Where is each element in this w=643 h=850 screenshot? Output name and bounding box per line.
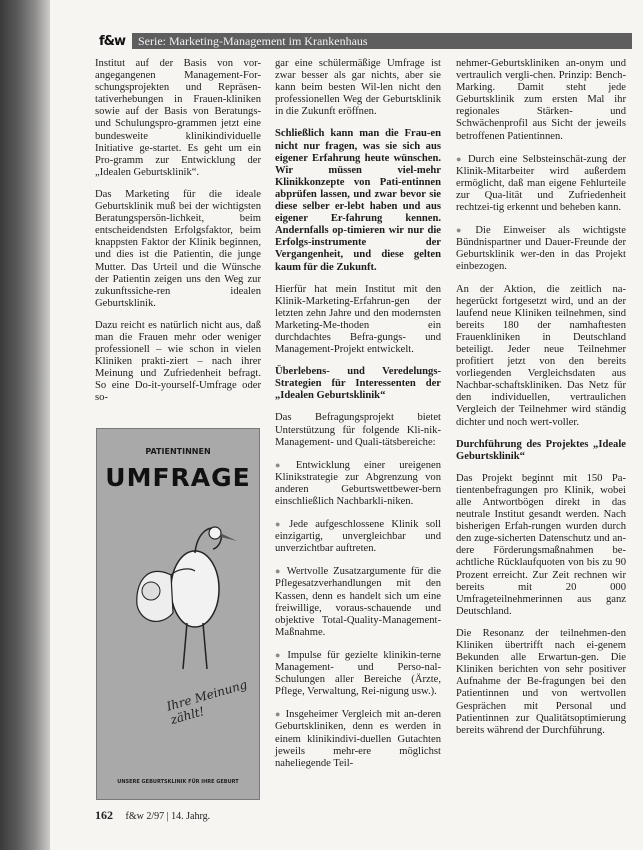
page-number: 162: [95, 808, 113, 822]
series-title: Serie: Marketing-Management im Krankenhaus: [138, 33, 368, 48]
bullet-item: ● Entwicklung einer ureigenen Klinikstrategie zur Abgrenzung von anderen Geburtswettbewer-bern einschließlich Nachbarkli-niken.: [275, 459, 441, 508]
page-footer: [95, 808, 210, 823]
text-column-1: [95, 58, 261, 415]
bullet-item: ● Insgeheimer Vergleich mit an-deren Geburtskliniken, denn es werden in einem klinikindivi-duellen Gutachten jeweils mehr-ere möglichst naheliegende Teil-: [275, 708, 441, 769]
scan-binding-edge: [0, 0, 50, 850]
section-heading: Durchführung des Projektes „Ideale Geburtsklinik“: [456, 438, 626, 462]
issue-info: f&w 2/97 | 14. Jahrg.: [125, 811, 211, 822]
paragraph: Hierfür hat mein Institut mit den Klinik-Marketing-Erfahrun-gen der letzten zehn Jahre und den modernsten Marketing-Me-thoden ein durchdachtes Befra-gungs- und Management-Projekt entwickelt.: [275, 283, 441, 356]
bullet-item: ● Die Einweiser als wichtigste Bündnispartner und Dauer-Freunde der Geburtsklinik wer-den in das Projekt einbezogen.: [456, 224, 626, 273]
text-column-2: [275, 58, 441, 780]
bold-paragraph: Schließlich kann man die Frau-en nicht nur fragen, was sie sich aus eigener Erfahrung heute wünschen. Wir müssen viel-mehr Klinikkonzepte von Pati-entinnen abprüfen lassen, und zwar bevor sie diese selber er-lebt haben und aus eigener Er-fahrung kennen. Andernfalls op-timieren wir nur die Erfolgs-instrumente der Vergangenheit, und diese gelten kaum für die Zukunft.: [275, 128, 441, 273]
paragraph: Dazu reicht es natürlich nicht aus, daß man die Frauen mehr oder weniger professionell – wie schon in vielen Kliniken prakti-ziert – nach ihrer Meinung und Zufriedenheit befragt. So eine Do-it-yourself-Umfrage oder so-: [95, 319, 261, 404]
paragraph: Die Resonanz der teilnehmen-den Kliniken übertrifft nach ei-genem Bekunden alle Erwartun-gen. Die Kliniken berichten von sehr positiver Aufnahme der Be-fragungen bei den Patientinnen und von wertvollen Gesprächen mit Personal und Patientinnen zur Qualitätsoptimierung bereits während der Durchführung.: [456, 627, 626, 736]
stork-illustration: [117, 519, 239, 689]
poster-subtitle: PATIENTINNEN: [145, 447, 211, 456]
survey-poster-image: [96, 428, 260, 800]
page-header: [92, 33, 632, 49]
paragraph: Das Projekt beginnt mit 150 Pa-tientenbefragungen pro Klinik, wobei alle Antwortbögen direkt in das neutrale Institut gesandt werden. Nach bisherigen Erfah-rungen wurden durch den zuge-sicherten Datenschutz und an-dere Förderungsmaßnahmen be-achtliche Rücklaufquoten von bis zu 90 Prozent erreicht. Zur Zeit rechnen wir bereits mit 20 000 Umfrageteilnehmerinnen aus ganz Deutschland.: [456, 472, 626, 617]
poster-title: UMFRAGE: [105, 463, 251, 492]
magazine-logo: f&w: [92, 33, 132, 49]
paragraph: Das Befragungsprojekt bietet Unterstützung für folgende Kli-nik-Management- und Quali-tätsbereiche:: [275, 412, 441, 448]
paragraph: Institut auf der Basis von vor-angegangenen Management-For-schungsprojekten und Repräsen-tativerhebungen in Frauen-kliniken sowie auf der Basis von Beratungs- und Schulungspro-grammen jetzt eine bundesweite klinikindividuelle Initiative ge-startet. Es geht um ein Pro-gramm zur Entwicklung der „Idealen Geburtsklinik“.: [95, 58, 261, 178]
section-heading: Überlebens- und Veredelungs-Strategien für Interessenten der „Idealen Geburtsklinik“: [275, 366, 441, 402]
paragraph: gar eine schülermäßige Umfrage ist zwar besser als gar nichts, aber sie kann beim besten Wil-len nicht den professionellen Weg der Geburtsklinik in die Zukunft eröffnen.: [275, 58, 441, 118]
bullet-item: ● Impulse für gezielte klinikin-terne Management- und Perso-nal-Schulungen aller Bereiche (Ärzte, Pflege, Verwaltung, Rei-nigung usw.).: [275, 649, 441, 698]
poster-slogan: Ihre Meinung zählt!: [164, 677, 249, 728]
bullet-item: ● Jede aufgeschlossene Klinik soll einzigartig, unvergleichbar und unverzichtbar auftreten.: [275, 518, 441, 555]
text-column-3: [456, 58, 626, 747]
poster-footer-text: UNSERE GEBURTSKLINIK FÜR IHRE GEBURT: [117, 779, 239, 785]
paragraph: An der Aktion, die zeitlich na-hegerückt fortgesetzt wird, und an der laufend neue Kliniken teilnehmen, sind bereits 180 der namhaftesten Frauenkliniken in Deutschland beteiligt. Jeder neue Teilnehmer profitiert jetzt von den bereits vorliegenden Vergleichsdaten aus Nachbar-schaftskliniken. Das Netz für den individuellen, vertraulichen Vergleich der Teilnehmer wird ständig dichter und noch wert-voller.: [456, 283, 626, 428]
paragraph: nehmer-Geburtskliniken an-onym und vertraulich vergli-chen. Prinzip: Bench-Marking. Damit steht jede Geburtsklinik zum ersten Mal ihr regionales Stärken- und Schwächenprofil aus Sicht der jeweils betroffenen Patientinnen.: [456, 58, 626, 142]
bullet-item: ● Durch eine Selbsteinschät-zung der Klinik-Mitarbeiter wird außerdem ermöglicht, daß man eigene Fehlurteile zur Qua-lität und Zufriedenheit rechtzei-tig erkennt und beheben kann.: [456, 153, 626, 214]
paragraph: Das Marketing für die ideale Geburtsklinik muß bei der wichtigsten Beratungspersön-lichkeit, beim entscheidendsten Erfolgsfaktor, beim knappsten Faktor der Klinik beginnen, und dies ist die Patientin, die junge Mutter. Das Urteil und die Wünsche der Patientin zeigen uns den Weg zur zukunftssiche-ren idealen Geburtsklinik.: [95, 188, 261, 309]
bullet-item: ● Wertvolle Zusatzargumente für die Pflegesatzverhandlungen mit den Kassen, denn es handelt sich um eine freiwillige, voraus-schauende und objektive Total-Quality-Management-Maßnahme.: [275, 565, 441, 639]
